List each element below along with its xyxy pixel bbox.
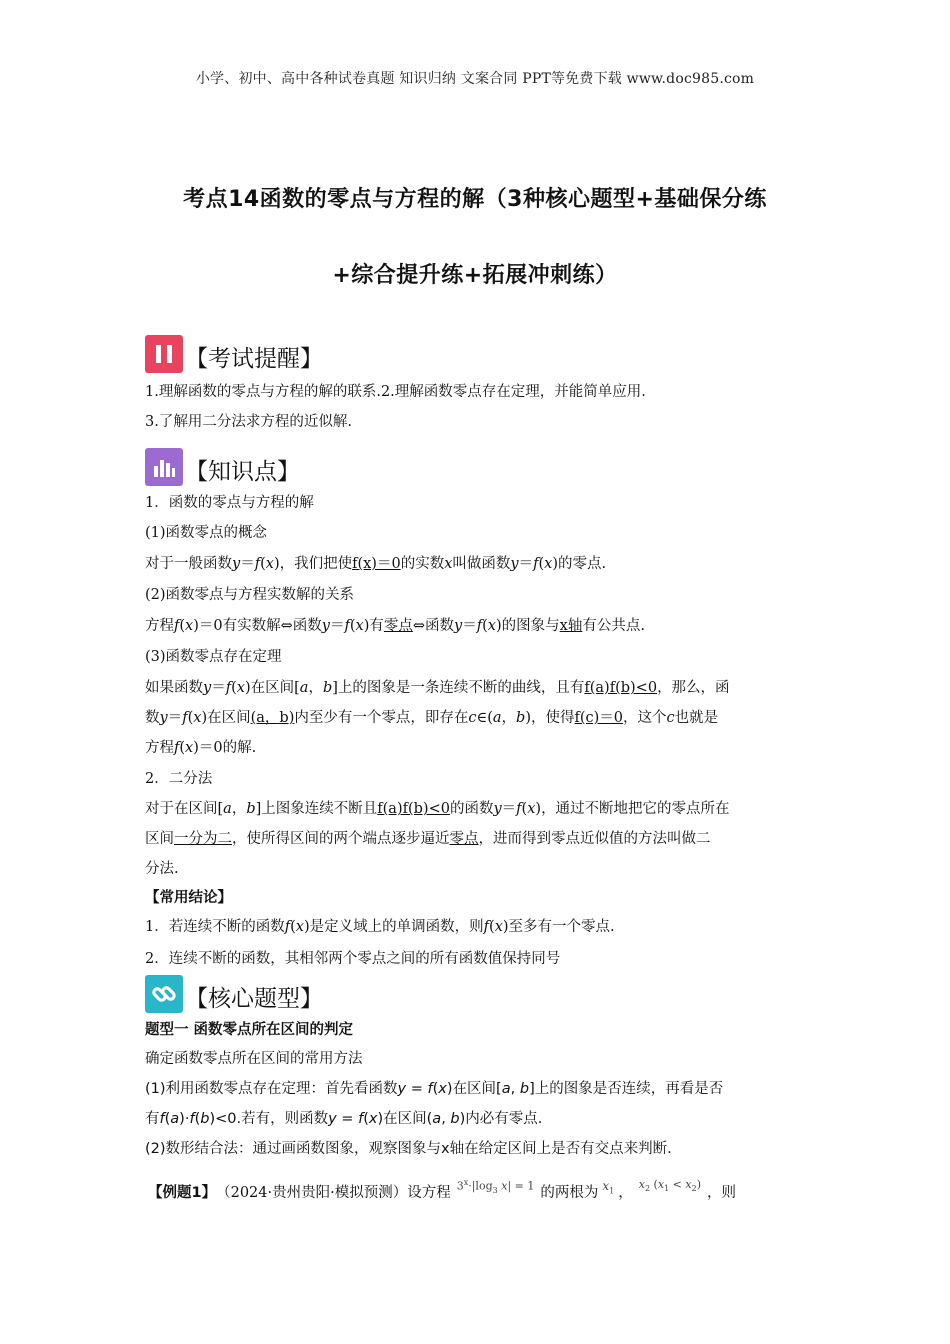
knowledge-heading-2: 2．二分法 [145, 771, 213, 787]
section-knowledge [145, 446, 300, 486]
conclusions-title: 【常用结论】 [145, 890, 232, 906]
knowledge-p3-title: (3)函数零点存在定理 [145, 649, 282, 665]
type-1-heading: 题型一 函数零点所在区间的判定 [145, 1022, 354, 1038]
knowledge-heading-1: 1．函数的零点与方程的解 [145, 495, 314, 511]
section-title: 【知识点】 [185, 459, 300, 485]
example-text-c: ， [618, 1184, 633, 1201]
knowledge-p2-text: 方程f(x)＝0有实数解⇔函数y＝f(x)有零点⇔函数y＝f(x)的图象与x轴有公共点. [145, 618, 645, 634]
root-x1: $x_1$ [602, 1179, 615, 1196]
knowledge-p1-text: 对于一般函数y＝f(x)，我们把使f(x)＝0的实数x叫做函数y＝f(x)的零点. [145, 556, 607, 572]
pause-icon [145, 335, 183, 373]
section-title: 【考试提醒】 [185, 346, 323, 372]
bisection-line-2: 区间一分为二，使所得区间的两个端点逐步逼近零点，进而得到零点近似值的方法叫做二 [145, 831, 711, 847]
example-text-a: （2024·贵州贵阳·模拟预测）设方程 [216, 1184, 451, 1201]
section-core [145, 973, 323, 1013]
example-label: 【例题1】 [148, 1184, 217, 1201]
method-1-line-2: 有f(a)·f(b)<0.若有，则函数y = f(x)在区间(a, b)内必有零点. [145, 1111, 543, 1127]
tip-line-2: 3.了解用二分法求方程的近似解. [145, 414, 352, 430]
knowledge-p2-title: (2)函数零点与方程实数解的关系 [145, 587, 355, 603]
section-title: 【核心题型】 [185, 986, 323, 1012]
example-text-b: 的两根为 [540, 1184, 599, 1201]
section-exam-tip [145, 333, 323, 373]
knowledge-p3-line-2: 数y＝f(x)在区间(a，b)内至少有一个零点，即存在c∈(a，b)，使得f(c)＝0，这个c也就是 [145, 710, 719, 726]
knowledge-p3-line-3: 方程f(x)＝0的解. [145, 740, 257, 756]
page-title-line-2: +综合提升练+拓展冲刺练） [332, 263, 618, 288]
link-icon [145, 975, 183, 1013]
bisection-line-1: 对于在区间[a，b]上图象连续不断且f(a)f(b)<0的函数y＝f(x)，通过不断地把它的零点所在 [145, 801, 730, 817]
method-1-line-1: (1)利用函数零点存在定理：首先看函数y = f(x)在区间[a, b]上的图象是否连续，再看是否 [145, 1081, 724, 1097]
page-title-line-1: 考点14函数的零点与方程的解（3种核心题型+基础保分练 [183, 187, 767, 212]
method-title: 确定函数零点所在区间的常用方法 [145, 1051, 363, 1067]
example-text-d: ，则 [706, 1184, 736, 1201]
equation-image: $3^x\cdot|\log_3$ x| = 1 [456, 1178, 535, 1195]
bisection-line-3: 分法. [145, 861, 179, 877]
method-2: (2)数形结合法：通过画函数图象，观察图象与x轴在给定区间上是否有交点来判断. [145, 1141, 672, 1157]
example-1 [148, 1177, 736, 1206]
bar-chart-icon [145, 448, 183, 486]
knowledge-p1-title: (1)函数零点的概念 [145, 525, 268, 541]
knowledge-p3-line-1: 如果函数y＝f(x)在区间[a，b]上的图象是一条连续不断的曲线，且有f(a)f(b)<0，那么，函 [145, 680, 730, 696]
conclusion-2: 2．连续不断的函数，其相邻两个零点之间的所有函数值保持同号 [145, 951, 561, 967]
root-x2: $x_2$ $(x_1 < x_2)$ [638, 1177, 701, 1194]
tip-line-1: 1.理解函数的零点与方程的解的联系.2.理解函数零点存在定理，并能简单应用. [145, 384, 646, 400]
page-header: 小学、初中、高中各种试卷真题 知识归纳 文案合同 PPT等免费下载 www.doc985.com [195, 71, 755, 87]
conclusion-1: 1．若连续不断的函数f(x)是定义域上的单调函数，则f(x)至多有一个零点. [145, 919, 615, 935]
